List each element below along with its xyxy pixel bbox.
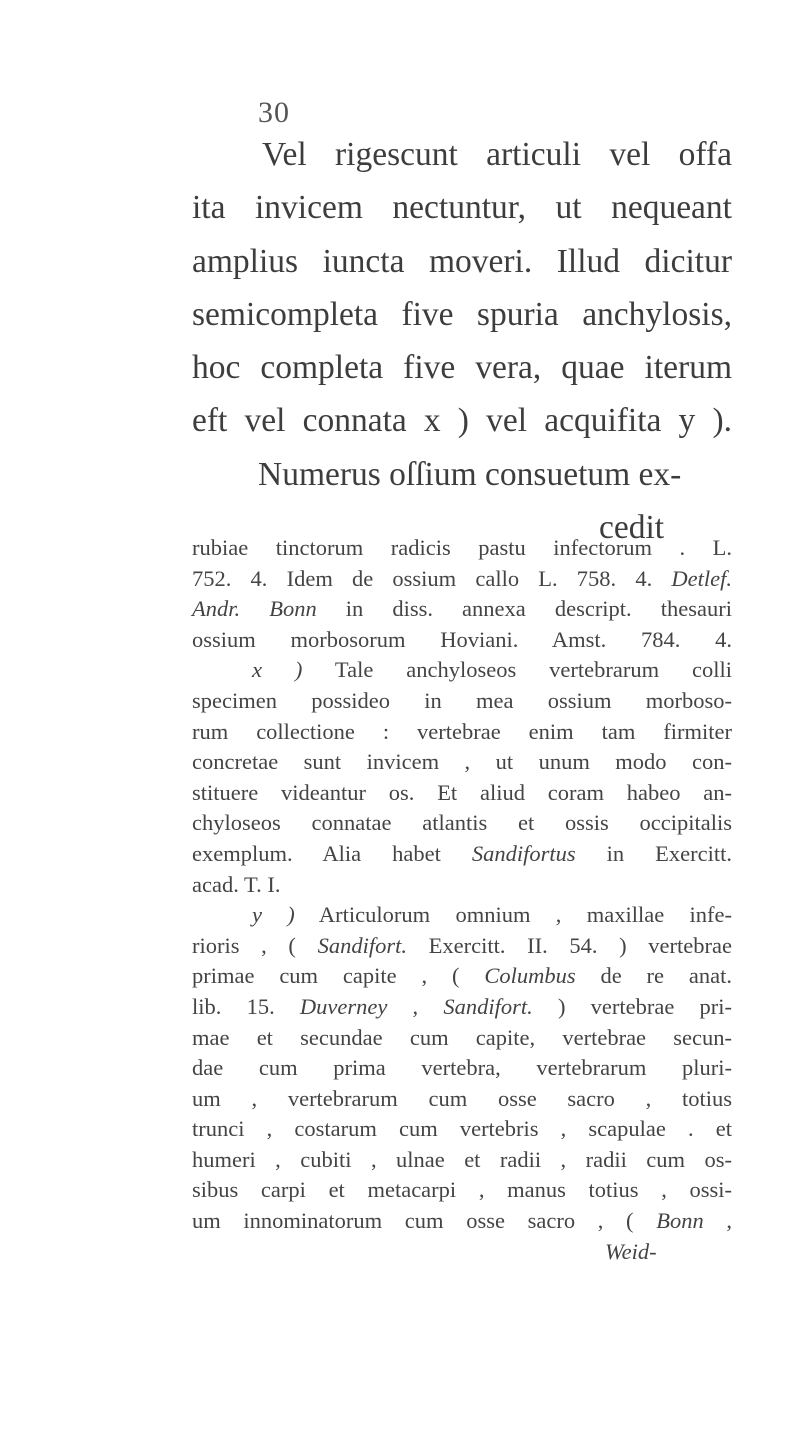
main-line: hoc completa five vera, quae iterum — [192, 349, 732, 387]
footnote-line: ossium morbosorum Hoviani. Amst. 784. 4. — [192, 626, 732, 652]
footnote-line: humeri , cubiti , ulnae et radii , radii cum os- — [192, 1146, 732, 1172]
page-number: 30 — [258, 96, 290, 129]
main-line: Numerus oſſium consuetum ex- — [258, 455, 682, 493]
footnote-line: acad. T. I. — [192, 871, 281, 897]
footnote-line: mae et secundae cum capite, vertebrae secun- — [192, 1024, 732, 1050]
main-line: Vel rigescunt articuli vel offa — [262, 136, 732, 173]
footnote-line: Andr. Bonn in diss. annexa descript. thesauri — [192, 596, 732, 622]
footnote-line: specimen possideo in mea ossium morboso- — [192, 687, 732, 713]
footnote-line: primae cum capite , ( Columbus de re anat. — [192, 963, 732, 989]
main-text-block — [192, 128, 732, 554]
footnote-line: sibus carpi et metacarpi , manus totius , ossi- — [192, 1177, 732, 1203]
footnote-line: um , vertebrarum cum osse sacro , totius — [192, 1085, 732, 1111]
footnote-x-start: x ) Tale anchyloseos vertebrarum colli — [252, 657, 732, 683]
footnotes-block — [192, 533, 732, 1267]
footnote-line: rioris , ( Sandifort. Exercitt. II. 54. ) vertebrae — [192, 932, 732, 958]
main-line: cedit — [599, 509, 665, 547]
footnote-line: stituere videantur os. Et aliud coram habeo an- — [192, 779, 732, 805]
footnote-line: um innominatorum cum osse sacro , ( Bonn , — [192, 1208, 732, 1234]
main-line: semicompleta five spuria anchylosis, — [192, 295, 732, 333]
catchword: Weid- — [605, 1238, 657, 1264]
footnote-line: rubiae tinctorum radicis pastu infectorum . L. — [192, 535, 732, 560]
footnote-line: lib. 15. Duverney , Sandifort. ) vertebrae pri- — [192, 993, 732, 1019]
footnote-line: concretae sunt invicem , ut unum modo con- — [192, 749, 732, 775]
footnote-line: 752. 4. Idem de ossium callo L. 758. 4. Detlef. — [192, 565, 732, 591]
main-line: eft vel connata x ) vel acquifita y ). — [192, 402, 732, 440]
main-line: ita invicem nectuntur, ut nequeant — [192, 189, 732, 227]
footnote-line: rum collectione : vertebrae enim tam firmiter — [192, 718, 732, 744]
footnote-y-start: y ) Articulorum omnium , maxillae infe- — [252, 902, 732, 928]
footnote-line: exemplum. Alia habet Sandifortus in Exercitt. — [192, 840, 732, 866]
footnote-line: trunci , costarum cum vertebris , scapulae . et — [192, 1116, 732, 1142]
footnote-line: dae cum prima vertebra, vertebrarum pluri- — [192, 1055, 732, 1081]
footnote-line: chyloseos connatae atlantis et ossis occipitalis — [192, 810, 732, 836]
main-line: amplius iuncta moveri. Illud dicitur — [192, 242, 732, 280]
